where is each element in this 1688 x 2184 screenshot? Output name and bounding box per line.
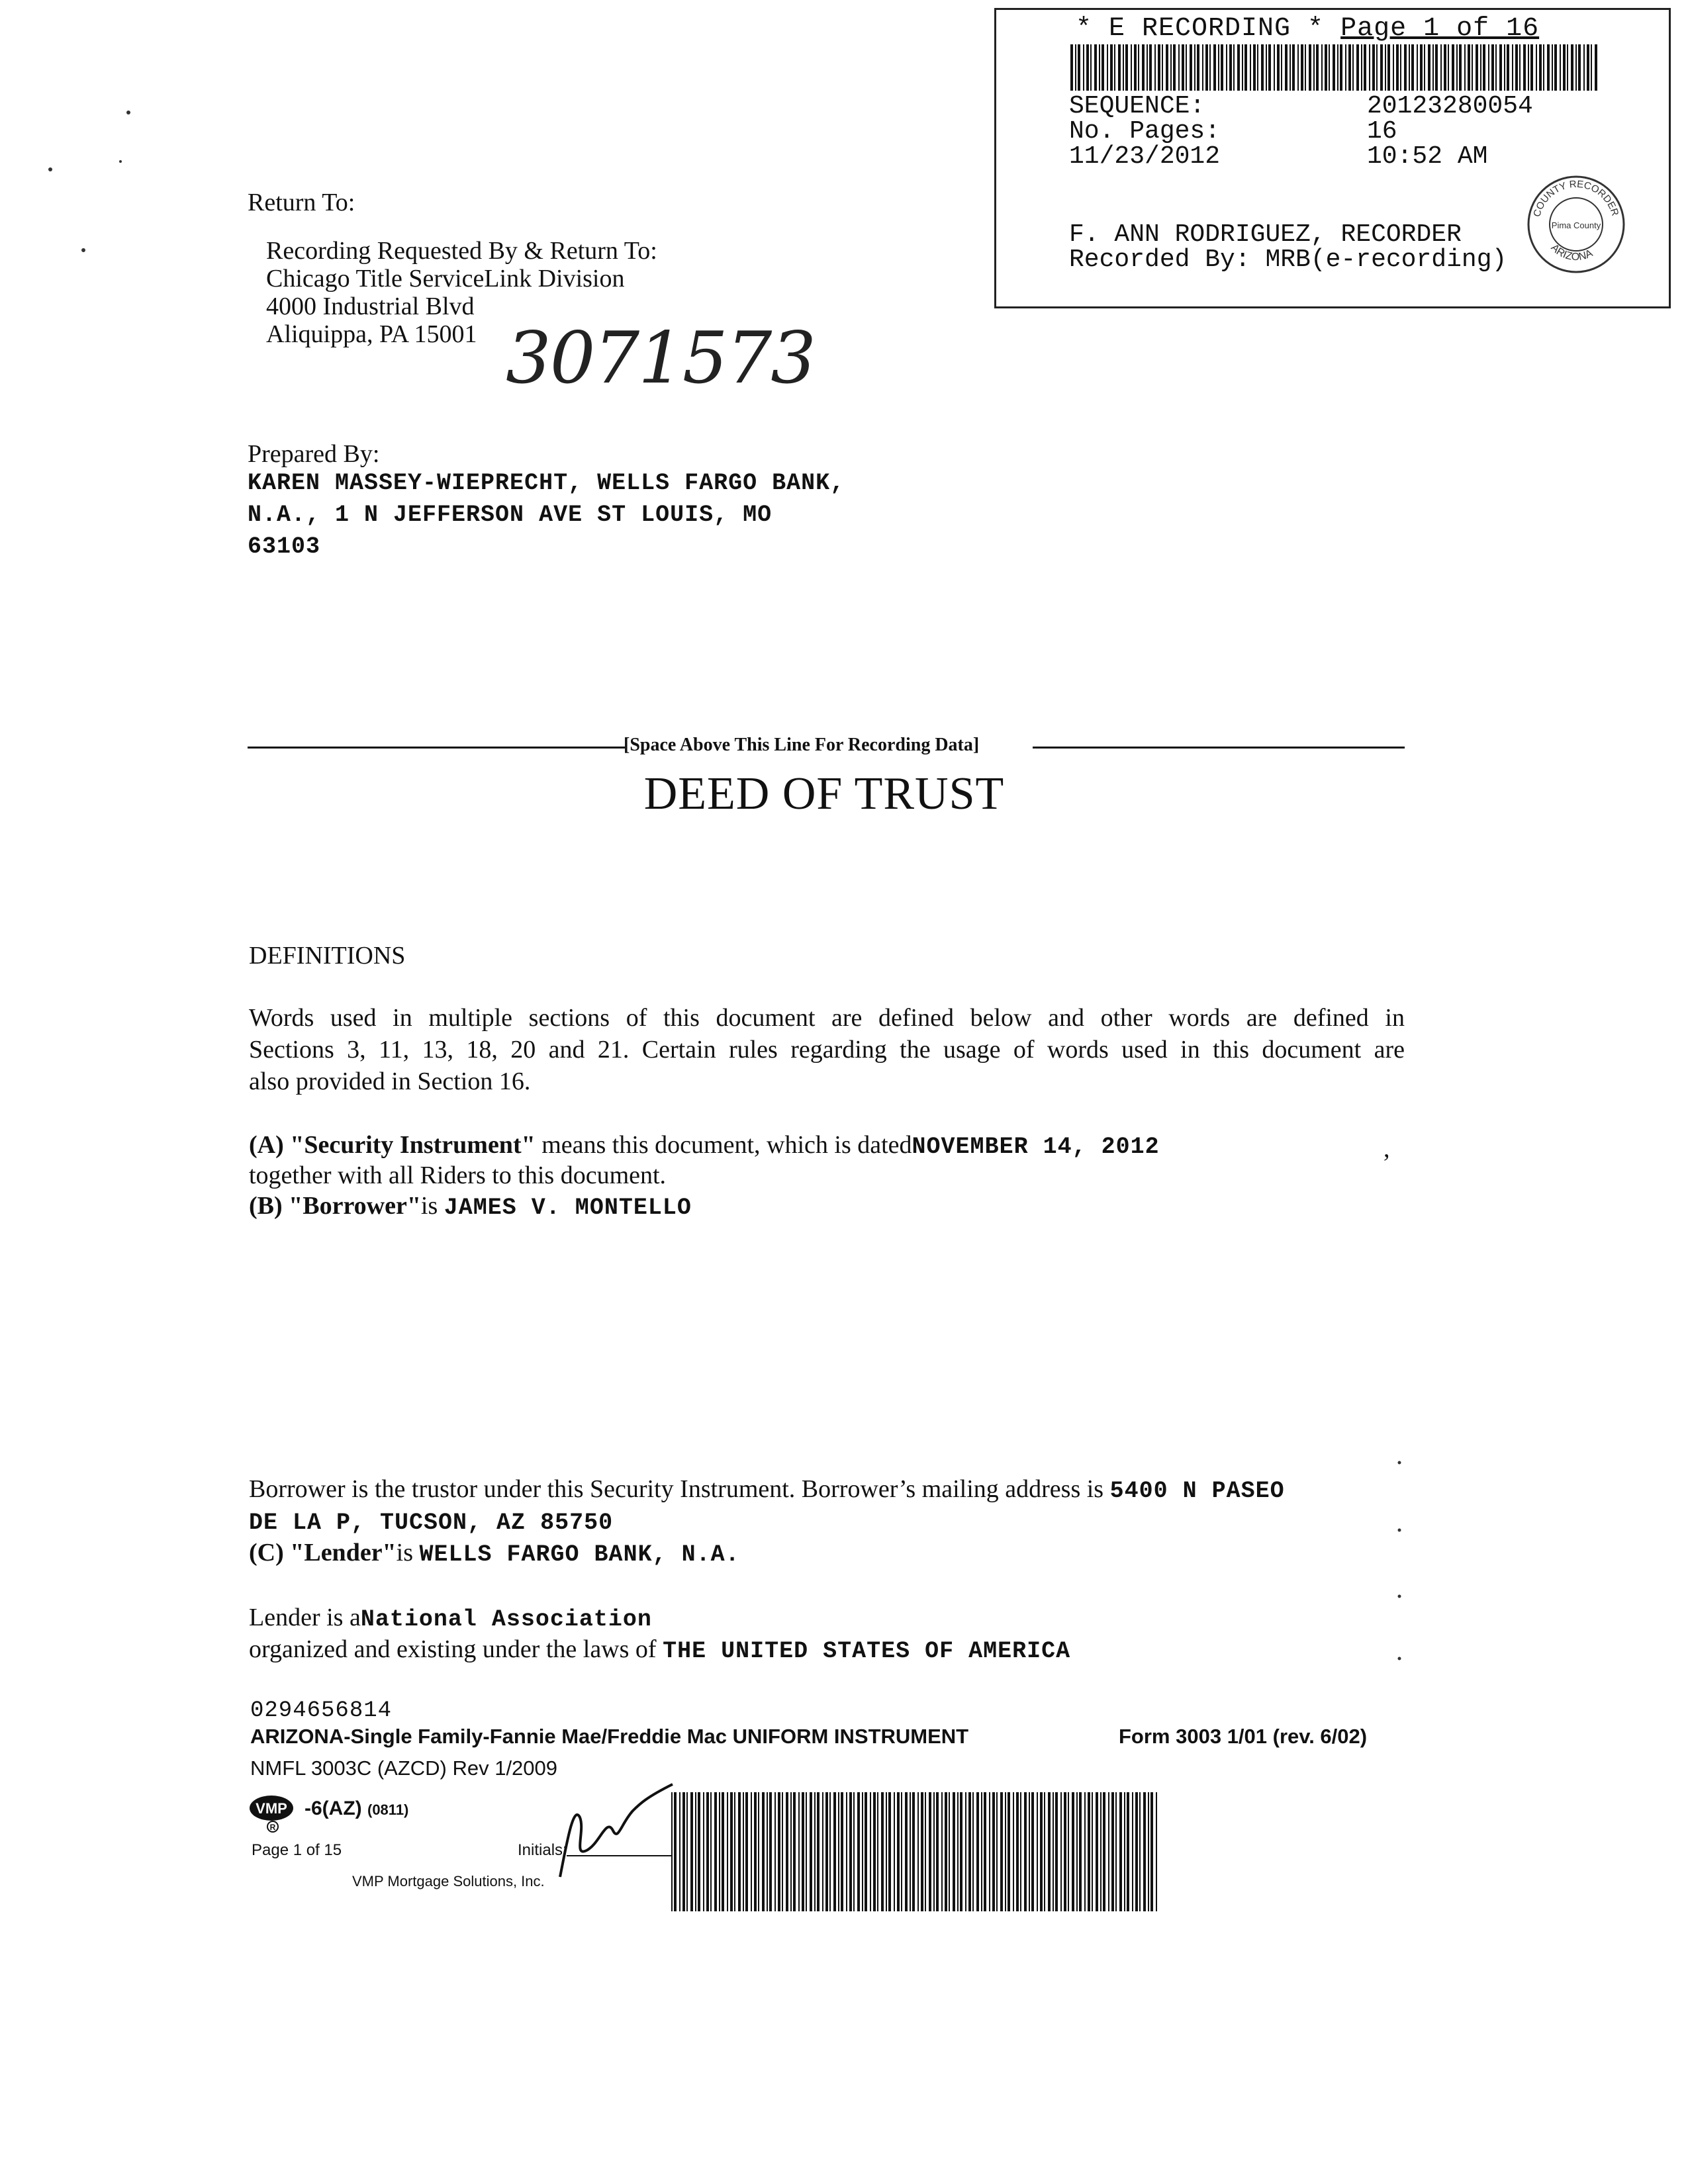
borrower-address-line-2 bbox=[249, 1505, 613, 1539]
definition-c-is: is bbox=[396, 1539, 420, 1567]
security-instrument-date: NOVEMBER 14, 2012 bbox=[912, 1134, 1160, 1160]
pages-label: No. Pages: bbox=[1069, 117, 1221, 146]
page-number: Page 1 of 15 bbox=[252, 1841, 342, 1859]
intro-line-3: also provided in Section 16. bbox=[249, 1068, 531, 1095]
recording-space-label: [Space Above This Line For Recording Data] bbox=[624, 735, 980, 755]
prepared-by-label: Prepared By: bbox=[248, 440, 380, 468]
return-line-2: Chicago Title ServiceLink Division bbox=[266, 265, 625, 293]
return-line-4: Aliquippa, PA 15001 bbox=[266, 320, 477, 348]
borrower-name: JAMES V. MONTELLO bbox=[444, 1195, 692, 1221]
lender-type: National Association bbox=[360, 1606, 652, 1633]
prepared-by-block bbox=[248, 467, 845, 563]
borrower-address-1: 5400 N PASEO bbox=[1109, 1478, 1285, 1504]
scan-specks bbox=[0, 93, 146, 265]
lender-country: THE UNITED STATES OF AMERICA bbox=[663, 1638, 1071, 1664]
seal-state-text: ARIZONA bbox=[1548, 242, 1595, 263]
document-barcode bbox=[671, 1792, 1161, 1911]
prepared-by-line-3: 63103 bbox=[248, 533, 321, 560]
nmfl-code: NMFL 3003C (AZCD) Rev 1/2009 bbox=[250, 1756, 558, 1780]
vmp-company: VMP Mortgage Solutions, Inc. bbox=[352, 1873, 545, 1889]
initials-signature bbox=[547, 1778, 679, 1884]
prepared-by-line-1: KAREN MASSEY-WIEPRECHT, WELLS FARGO BANK, bbox=[248, 470, 845, 496]
definition-a bbox=[249, 1129, 1405, 1163]
lender-country-line bbox=[249, 1633, 1070, 1667]
handwritten-file-number bbox=[502, 311, 815, 400]
definitions-intro bbox=[249, 1002, 1405, 1097]
intro-line-1: Words used in multiple sections of this document are defined below and other words are defined in bbox=[249, 1004, 1405, 1032]
seal-outer-text: COUNTY RECORDER bbox=[1531, 178, 1621, 218]
return-line-3: 4000 Industrial Blvd bbox=[266, 293, 475, 320]
form-number: Form 3003 1/01 (rev. 6/02) bbox=[1119, 1725, 1368, 1748]
definition-a-comma: , bbox=[1383, 1135, 1390, 1163]
pages-value: 16 bbox=[1367, 117, 1397, 146]
recorder-name: F. ANN RODRIGUEZ, RECORDER bbox=[1069, 220, 1462, 249]
definition-b-label: (B) "Borrower" bbox=[249, 1192, 421, 1220]
borrower-address-line-1 bbox=[249, 1473, 1285, 1507]
organized-text: organized and existing under the laws of bbox=[249, 1635, 663, 1663]
return-line-1: Recording Requested By & Return To: bbox=[266, 237, 657, 265]
borrower-text: Borrower is the trustor under this Security Instrument. Borrower’s mailing address is bbox=[249, 1475, 1110, 1503]
form-desc: -Single Family-Fannie Mae/Freddie Mac UNIFORM INSTRUMENT bbox=[344, 1725, 969, 1748]
definition-c bbox=[249, 1537, 740, 1570]
recording-rule-left bbox=[248, 747, 625, 749]
record-date: 11/23/2012 bbox=[1069, 142, 1221, 171]
svg-text:R: R bbox=[269, 1823, 276, 1832]
form-state: ARIZONA bbox=[250, 1725, 344, 1748]
document-title: DEED OF TRUST bbox=[643, 768, 1005, 819]
definition-b-is: is bbox=[420, 1192, 444, 1220]
sequence-label: SEQUENCE: bbox=[1069, 92, 1205, 120]
stamp-header bbox=[1076, 14, 1539, 44]
lender-name: WELLS FARGO BANK, N.A. bbox=[419, 1541, 740, 1568]
initials-label: Initials: bbox=[518, 1841, 567, 1859]
definition-a-label: (A) "Security Instrument" bbox=[249, 1131, 536, 1159]
sequence-value: 20123280054 bbox=[1367, 92, 1533, 120]
svg-text:VMP: VMP bbox=[256, 1800, 287, 1817]
record-time: 10:52 AM bbox=[1367, 142, 1488, 171]
margin-dots bbox=[1390, 1449, 1410, 1674]
definition-b bbox=[249, 1190, 692, 1224]
definition-c-label: (C) "Lender" bbox=[249, 1539, 397, 1567]
return-to-label: Return To: bbox=[248, 189, 355, 216]
lender-is: Lender is a bbox=[249, 1604, 361, 1631]
prepared-by-line-2: N.A., 1 N JEFFERSON AVE ST LOUIS, MO bbox=[248, 502, 773, 528]
definitions-heading: DEFINITIONS bbox=[249, 942, 406, 970]
form-description bbox=[250, 1725, 968, 1749]
definition-a-line-2: together with all Riders to this document. bbox=[249, 1161, 667, 1189]
vmp-code-main: -6(AZ) bbox=[305, 1797, 362, 1819]
stamp-header-page: Page 1 of 16 bbox=[1340, 14, 1540, 44]
definition-a-text: means this document, which is dated bbox=[535, 1131, 912, 1159]
stamp-barcode bbox=[1070, 44, 1600, 91]
vmp-code-sub: (0811) bbox=[367, 1801, 409, 1818]
stamp-header-prefix: * E RECORDING * bbox=[1076, 14, 1325, 44]
svg-text:3071573: 3071573 bbox=[506, 317, 815, 400]
vmp-logo-icon bbox=[249, 1794, 302, 1833]
county-seal-icon bbox=[1526, 174, 1626, 275]
recording-rule-right bbox=[1033, 747, 1405, 749]
borrower-address-2: DE LA P, TUCSON, AZ 85750 bbox=[249, 1510, 614, 1536]
seal-center-text: Pima County bbox=[1551, 220, 1601, 230]
lender-type-line bbox=[249, 1602, 652, 1635]
recording-stamp bbox=[994, 8, 1671, 308]
vmp-code bbox=[305, 1797, 408, 1820]
intro-line-2: Sections 3, 11, 13, 18, 20 and 21. Certain rules regarding the usage of words used in this document are bbox=[249, 1036, 1405, 1064]
loan-number: 0294656814 bbox=[250, 1698, 393, 1723]
recorded-by: Recorded By: MRB(e-recording) bbox=[1069, 246, 1507, 274]
